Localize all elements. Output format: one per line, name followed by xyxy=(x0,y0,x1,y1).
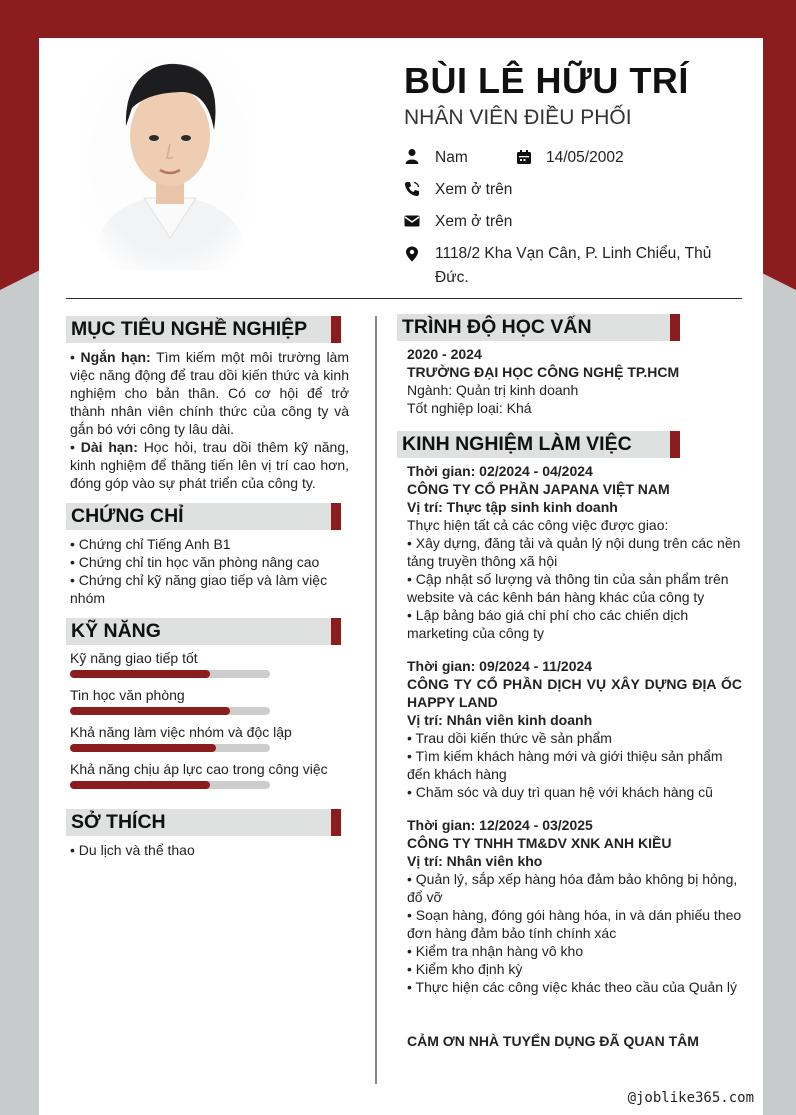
skill-bar xyxy=(70,781,270,789)
job-duty: • Cập nhật số lượng và thông tin của sản phẩm trên website và các kênh bán hàng khác của công ty xyxy=(407,571,729,605)
job-entry xyxy=(407,462,742,642)
hobbies-list xyxy=(70,841,340,859)
skill-bar-fill xyxy=(70,781,210,789)
education-grade: Tốt nghiệp loại: Khá xyxy=(407,400,532,416)
skill-bar-fill xyxy=(70,707,230,715)
heading-accent-bar xyxy=(670,314,680,341)
address-line-1: 1118/2 Kha Vạn Cân, P. Linh Chiểu, Thủ xyxy=(435,245,712,262)
thanks-note: CẢM ƠN NHÀ TUYỂN DỤNG ĐÃ QUAN TÂM xyxy=(407,1033,699,1049)
job-company: CÔNG TY TNHH TM&DV XNK ANH KIỀU xyxy=(407,835,672,851)
profile-photo xyxy=(84,48,256,270)
objective-title: MỤC TIÊU NGHỀ NGHIỆP xyxy=(71,318,308,340)
list-item: • Chứng chỉ Tiếng Anh B1 xyxy=(70,536,231,552)
hobbies-heading xyxy=(66,809,341,836)
list-item: • Chứng chỉ kỹ năng giao tiếp và làm việc nhóm xyxy=(70,572,328,606)
job-period: Thời gian: 02/2024 - 04/2024 xyxy=(407,463,593,479)
education-major: Ngành: Quản trị kinh doanh xyxy=(407,382,579,398)
objective-text xyxy=(70,348,349,492)
heading-accent-bar xyxy=(331,618,341,645)
heading-accent-bar xyxy=(670,431,680,458)
job-period: Thời gian: 09/2024 - 11/2024 xyxy=(407,658,593,674)
calendar-icon xyxy=(516,149,532,165)
job-duty: • Lập bảng báo giá chi phí cho các chiến dịch marketing của công ty xyxy=(407,607,689,641)
address-value xyxy=(435,242,711,290)
objective-short-term: • Ngắn hạn: Tìm kiếm một môi trường làm việc năng động để trau dồi kiến thức và kinh nghiệm cho bản thân. Có cơ hội để trở thành nhân viên chính thức của công ty và gắn bó với công ty lâu dài. xyxy=(70,349,349,437)
job-duty: • Thực hiện các công việc khác theo cầu của Quản lý xyxy=(407,979,737,995)
skills-title: KỸ NĂNG xyxy=(71,620,161,642)
job-duty: • Soạn hàng, đóng gói hàng hóa, in và dán phiếu theo đơn hàng đảm bảo tính chính xác xyxy=(407,907,742,941)
watermark: @joblike365.com xyxy=(627,1090,754,1106)
job-entry xyxy=(407,657,742,801)
certificates-title: CHỨNG CHỈ xyxy=(71,505,184,527)
address-line-2: Đức. xyxy=(435,269,469,286)
skill-label: Kỹ năng giao tiếp tốt xyxy=(70,650,198,666)
skill-bar xyxy=(70,707,270,715)
job-duty: • Tìm kiếm khách hàng mới và giới thiệu sản phẩm đến khách hàng xyxy=(407,748,723,782)
skill-label: Tin học văn phòng xyxy=(70,687,185,703)
heading-accent-bar xyxy=(331,809,341,836)
email-icon xyxy=(404,213,420,229)
job-company: CÔNG TY CỔ PHẦN JAPANA VIỆT NAM xyxy=(407,481,670,497)
job-intro: Thực hiện tất cả các công việc được giao: xyxy=(407,517,669,533)
skill-bar xyxy=(70,670,270,678)
job-entry xyxy=(407,816,742,996)
candidate-role: NHÂN VIÊN ĐIỀU PHỐI xyxy=(404,106,632,129)
job-position: Vị trí: Nhân viên kinh doanh xyxy=(407,712,593,728)
email-value: Xem ở trên xyxy=(435,213,513,230)
job-period: Thời gian: 12/2024 - 03/2025 xyxy=(407,817,593,833)
list-item: • Du lịch và thể thao xyxy=(70,842,195,858)
skills-heading xyxy=(66,618,341,645)
gender-value: Nam xyxy=(435,149,468,166)
skill-label: Khả năng làm việc nhóm và độc lập xyxy=(70,724,292,740)
education-heading xyxy=(397,314,680,341)
education-title: TRÌNH ĐỘ HỌC VẤN xyxy=(402,316,592,338)
heading-accent-bar xyxy=(331,503,341,530)
header-divider xyxy=(66,298,742,299)
experience-heading xyxy=(397,431,680,458)
job-company: CÔNG TY CỔ PHẦN DỊCH VỤ XÂY DỰNG ĐỊA ỐC HAPPY LAND xyxy=(407,676,742,710)
education-block xyxy=(407,345,742,417)
job-position: Vị trí: Nhân viên kho xyxy=(407,853,543,869)
experience-title: KINH NGHIỆM LÀM VIỆC xyxy=(402,433,632,455)
objective-heading xyxy=(66,316,341,343)
dob-value: 14/05/2002 xyxy=(546,149,624,166)
column-divider xyxy=(375,316,377,1084)
skill-label: Khả năng chịu áp lực cao trong công việc xyxy=(70,761,328,777)
certificates-list xyxy=(70,535,340,607)
objective-long-term: • Dài hạn: Học hỏi, trau dồi thêm kỹ năng, kinh nghiệm để thăng tiến lên vị trí cao hơn, đóng góp vào sự phát triển của công ty. xyxy=(70,439,349,491)
heading-accent-bar xyxy=(331,316,341,343)
job-duty: • Xây dựng, đăng tải và quản lý nội dung trên các nền tảng truyền thông xã hội xyxy=(407,535,741,569)
hobbies-title: SỞ THÍCH xyxy=(71,811,166,833)
skill-bar-fill xyxy=(70,670,210,678)
skill-bar-fill xyxy=(70,744,216,752)
list-item: • Chứng chỉ tin học văn phòng nâng cao xyxy=(70,554,320,570)
skill-bar xyxy=(70,744,270,752)
job-duty: • Quản lý, sắp xếp hàng hóa đảm bảo không bị hỏng, đổ vỡ xyxy=(407,871,738,905)
phone-value: Xem ở trên xyxy=(435,181,513,198)
education-period: 2020 - 2024 xyxy=(407,346,482,362)
job-position: Vị trí: Thực tập sinh kinh doanh xyxy=(407,499,618,515)
person-icon xyxy=(404,148,420,164)
job-duty: • Kiểm tra nhận hàng vô kho xyxy=(407,943,584,959)
job-duty: • Trau dồi kiến thức về sản phẩm xyxy=(407,730,612,746)
certificates-heading xyxy=(66,503,341,530)
job-duty: • Chăm sóc và duy trì quan hệ với khách hàng cũ xyxy=(407,784,713,800)
candidate-name: BÙI LÊ HỮU TRÍ xyxy=(404,60,689,101)
job-duty: • Kiểm kho định kỳ xyxy=(407,961,523,977)
phone-icon xyxy=(404,181,420,197)
location-pin-icon xyxy=(404,246,420,262)
education-school: TRƯỜNG ĐẠI HỌC CÔNG NGHỆ TP.HCM xyxy=(407,364,680,380)
